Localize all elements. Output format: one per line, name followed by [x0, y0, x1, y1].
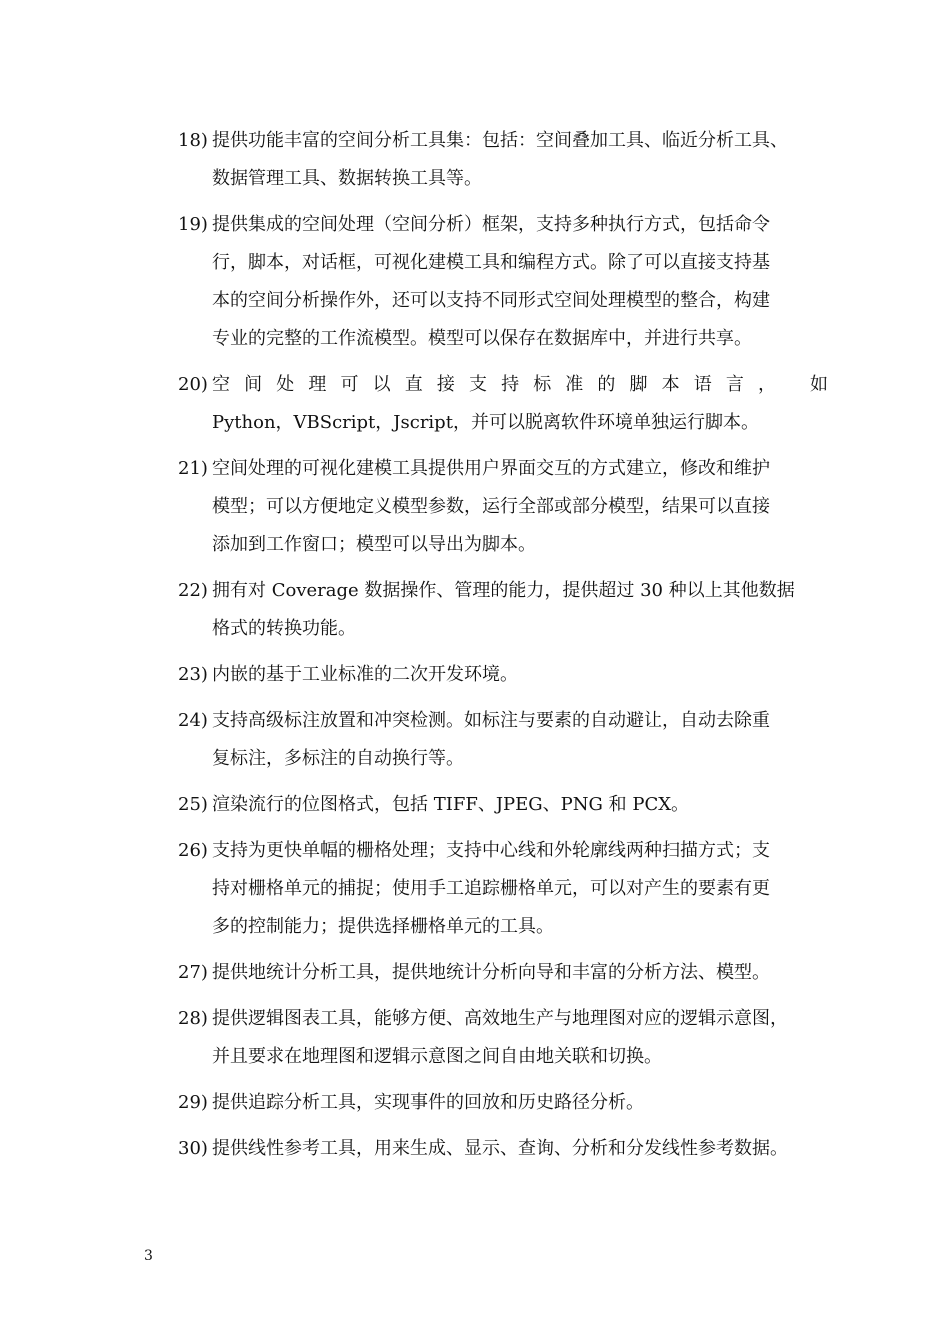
- list-item: [178, 832, 828, 946]
- item-line: 提供地统计分析工具，提供地统计分析向导和丰富的分析方法、模型。: [212, 962, 770, 983]
- item-number: 30): [178, 1138, 208, 1159]
- item-line: 添加到工作窗口；模型可以导出为脚本。: [212, 534, 536, 555]
- item-number: 18): [178, 130, 208, 151]
- item-line: 格式的转换功能。: [212, 618, 356, 639]
- item-line: 本的空间分析操作外，还可以支持不同形式空间处理模型的整合，构建: [212, 290, 770, 311]
- item-line: 提供集成的空间处理（空间分析）框架，支持多种执行方式，包括命令: [212, 214, 770, 235]
- item-line: 专业的完整的工作流模型。模型可以保存在数据库中，并进行共享。: [212, 328, 752, 349]
- list-item: [178, 450, 828, 564]
- list-item: [178, 786, 828, 824]
- item-line: 支持为更快单幅的栅格处理；支持中心线和外轮廓线两种扫描方式；支: [212, 840, 770, 861]
- item-line: 持对栅格单元的捕捉；使用手工追踪栅格单元，可以对产生的要素有更: [212, 878, 770, 899]
- item-number: 27): [178, 962, 208, 983]
- item-line: 空间处理可以直接支持标准的脚本语言， 如: [212, 374, 828, 395]
- list-item: [178, 366, 828, 442]
- item-line: Python，VBScript，Jscript，并可以脱离软件环境单独运行脚本。: [212, 412, 759, 433]
- list-item: [178, 122, 828, 198]
- item-number: 28): [178, 1008, 208, 1029]
- list-item: [178, 1000, 828, 1076]
- item-number: 25): [178, 794, 208, 815]
- list-item: [178, 1084, 828, 1122]
- item-line: 内嵌的基于工业标准的二次开发环境。: [212, 664, 518, 685]
- item-number: 19): [178, 214, 208, 235]
- item-line: 行，脚本，对话框，可视化建模工具和编程方式。除了可以直接支持基: [212, 252, 770, 273]
- item-number: 21): [178, 458, 208, 479]
- feature-list: [178, 122, 828, 1176]
- item-number: 24): [178, 710, 208, 731]
- list-item: [178, 1130, 828, 1168]
- item-line: 多的控制能力；提供选择栅格单元的工具。: [212, 916, 554, 937]
- list-item: [178, 954, 828, 992]
- page-number: 3: [144, 1248, 153, 1264]
- item-line: 并且要求在地理图和逻辑示意图之间自由地关联和切换。: [212, 1046, 662, 1067]
- list-item: [178, 702, 828, 778]
- item-number: 23): [178, 664, 208, 685]
- item-line: 复标注，多标注的自动换行等。: [212, 748, 464, 769]
- item-number: 26): [178, 840, 208, 861]
- item-line: 提供追踪分析工具，实现事件的回放和历史路径分析。: [212, 1092, 644, 1113]
- item-line: 提供逻辑图表工具，能够方便、高效地生产与地理图对应的逻辑示意图，: [212, 1008, 788, 1029]
- item-line: 数据管理工具、数据转换工具等。: [212, 168, 482, 189]
- item-line: 提供功能丰富的空间分析工具集：包括：空间叠加工具、临近分析工具、: [212, 130, 788, 151]
- list-item: [178, 206, 828, 358]
- item-number: 22): [178, 580, 208, 601]
- item-line: 支持高级标注放置和冲突检测。如标注与要素的自动避让，自动去除重: [212, 710, 770, 731]
- list-item: [178, 572, 828, 648]
- item-line: 模型；可以方便地定义模型参数，运行全部或部分模型，结果可以直接: [212, 496, 770, 517]
- item-line: 渲染流行的位图格式，包括 TIFF、JPEG、PNG 和 PCX。: [212, 794, 690, 815]
- item-line: 拥有对 Coverage 数据操作、管理的能力，提供超过 30 种以上其他数据: [212, 580, 795, 601]
- item-line: 提供线性参考工具，用来生成、显示、查询、分析和分发线性参考数据。: [212, 1138, 788, 1159]
- item-line: 空间处理的可视化建模工具提供用户界面交互的方式建立，修改和维护: [212, 458, 770, 479]
- item-number: 29): [178, 1092, 208, 1113]
- list-item: [178, 656, 828, 694]
- item-number: 20): [178, 374, 208, 395]
